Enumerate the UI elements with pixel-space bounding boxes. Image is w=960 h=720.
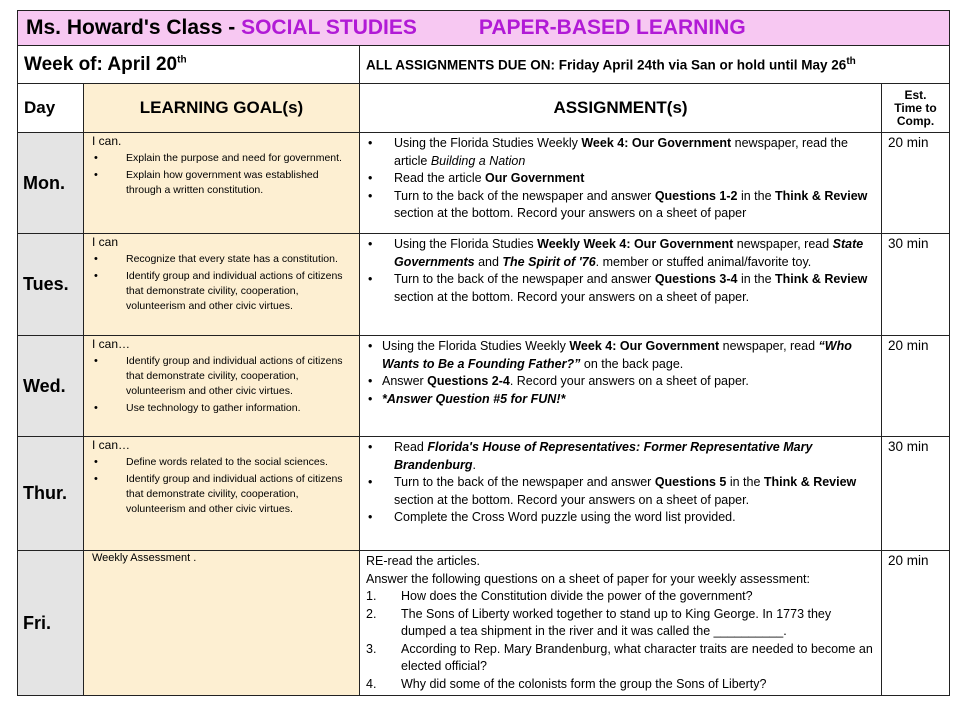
row-wednesday (18, 336, 950, 437)
assignment-item: • Read the article Our Government (366, 170, 877, 188)
weekly-schedule-table (17, 10, 950, 696)
page-title (18, 11, 950, 46)
col-learning-goals: LEARNING GOAL(s) (84, 84, 360, 133)
goal-item: • Explain the purpose and need for government. (92, 151, 355, 166)
assignment-item: • Answer Questions 2-4. Record your answers on a sheet of paper. (366, 373, 877, 391)
goal-item: • Use technology to gather information. (92, 401, 355, 416)
subject-label: SOCIAL STUDIES (241, 16, 417, 39)
learning-goals: I can… • Define words related to the social sciences. • Identify group and individual actions of citizens that demonstrate civility, cooperation, volunteerism and other civic virtues. (84, 437, 360, 551)
assignments: RE-read the articles. Answer the following questions on a sheet of paper for your weekly assessment: 1. How does the Constitution divide the power of the government? 2. The Sons of Liberty worked together to stand up to King George. In 1773 they dumped a tea shipment in the river and it was called the __________. 3. According to Rep. Mary Brandenburg, what character traits are needed to become an elected official? 4. Why did some of the colonists form the group the Sons of Liberty? (360, 551, 882, 696)
assignment-item: • Using the Florida Studies Weekly Week 4: Our Government newspaper, read “Who Wants to Be a Founding Father?” on the back page. (366, 338, 877, 373)
col-assignments: ASSIGNMENT(s) (360, 84, 882, 133)
assignment-item: • Complete the Cross Word puzzle using the word list provided. (366, 509, 877, 527)
week-of: Week of: April 20th (18, 46, 360, 84)
assignments (360, 437, 882, 551)
day-label: Wed. (18, 336, 84, 437)
assignment-item: • *Answer Question #5 for FUN!* (366, 391, 877, 409)
goal-item: • Identify group and individual actions of citizens that demonstrate civility, cooperation, volunteerism and other civic virtues. (92, 472, 355, 517)
assignments (360, 336, 882, 437)
row-monday (18, 133, 950, 234)
assignment-item: • Turn to the back of the newspaper and answer Questions 3-4 in the Think & Review section at the bottom. Record your answers on a sheet of paper. (366, 271, 877, 306)
row-friday (18, 551, 950, 696)
goal-item: • Define words related to the social sciences. (92, 455, 355, 470)
week-row (18, 46, 950, 84)
learning-goals: I can • Recognize that every state has a constitution. • Identify group and individual actions of citizens that demonstrate civility, cooperation, volunteerism and other civic virtues. (84, 234, 360, 336)
question-item: 4. Why did some of the colonists form the group the Sons of Liberty? (366, 676, 877, 694)
goal-item: • Identify group and individual actions of citizens that demonstrate civility, cooperation, volunteerism and other civic virtues. (92, 269, 355, 314)
title-row (18, 11, 950, 46)
assignment-item: • Read Florida's House of Representatives: Former Representative Mary Brandenburg. (366, 439, 877, 474)
est-time: 20 min (882, 133, 950, 234)
est-time: 20 min (882, 551, 950, 696)
est-time: 20 min (882, 336, 950, 437)
assignments (360, 234, 882, 336)
assignment-item: • Turn to the back of the newspaper and answer Questions 5 in the Think & Review section at the bottom. Record your answers on a sheet of paper. (366, 474, 877, 509)
est-time: 30 min (882, 437, 950, 551)
learning-goals: I can… • Identify group and individual actions of citizens that demonstrate civility, cooperation, volunteerism and other civic virtues. • Use technology to gather information. (84, 336, 360, 437)
learning-goals: Weekly Assessment . (84, 551, 360, 696)
col-est-time: Est. Time to Comp. (882, 84, 950, 133)
question-item: 1. How does the Constitution divide the power of the government? (366, 588, 877, 606)
due-date: ALL ASSIGNMENTS DUE ON: Friday April 24th via San or hold until May 26th (360, 46, 950, 84)
goal-item: • Recognize that every state has a constitution. (92, 252, 355, 267)
goal-item: • Identify group and individual actions of citizens that demonstrate civility, cooperation, volunteerism and other civic virtues. (92, 354, 355, 399)
assignment-item: • Using the Florida Studies Weekly Week 4: Our Government newspaper, read State Governments and The Spirit of '76. member or stuffed animal/favorite toy. (366, 236, 877, 271)
row-tuesday (18, 234, 950, 336)
row-thursday (18, 437, 950, 551)
mode-label: PAPER-BASED LEARNING (478, 16, 746, 39)
day-label: Fri. (18, 551, 84, 696)
goal-item: • Explain how government was established through a written constitution. (92, 168, 355, 198)
assignment-item: • Turn to the back of the newspaper and answer Questions 1-2 in the Think & Review section at the bottom. Record your answers on a sheet of paper (366, 188, 877, 223)
title-prefix: Ms. Howard's Class - (26, 16, 236, 39)
day-label: Mon. (18, 133, 84, 234)
learning-goals: I can. • Explain the purpose and need for government. • Explain how government was established through a written constitution. (84, 133, 360, 234)
assignment-item: • Using the Florida Studies Weekly Week 4: Our Government newspaper, read the article Building a Nation (366, 135, 877, 170)
day-label: Thur. (18, 437, 84, 551)
assignments (360, 133, 882, 234)
question-item: 2. The Sons of Liberty worked together to stand up to King George. In 1773 they dumped a tea shipment in the river and it was called the __________. (366, 606, 877, 641)
est-time: 30 min (882, 234, 950, 336)
day-label: Tues. (18, 234, 84, 336)
col-day: Day (18, 84, 84, 133)
question-item: 3. According to Rep. Mary Brandenburg, what character traits are needed to become an elected official? (366, 641, 877, 676)
column-header-row (18, 84, 950, 133)
